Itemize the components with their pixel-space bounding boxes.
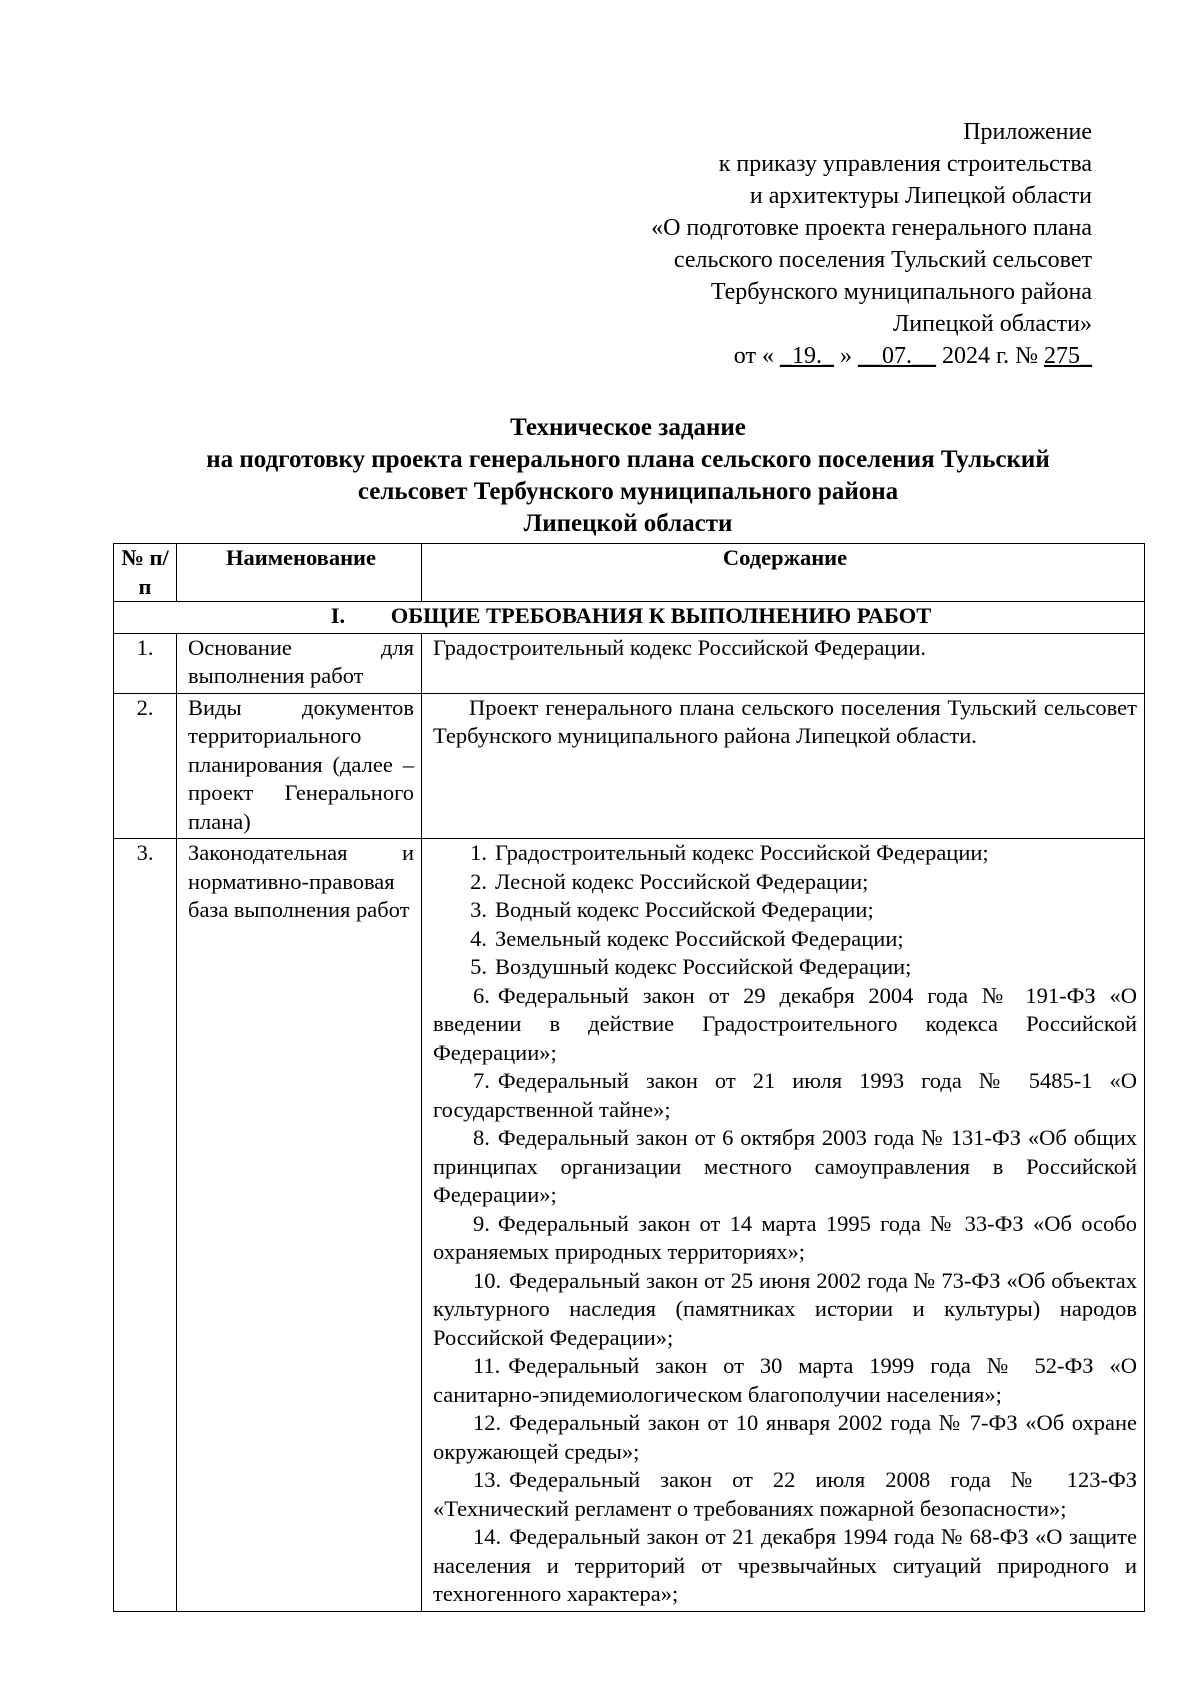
law-text: Водный кодекс Российской Федерации; bbox=[495, 897, 874, 922]
law-item bbox=[433, 1409, 1137, 1466]
order-day: _19._ bbox=[779, 343, 834, 369]
law-number: 4. bbox=[470, 925, 487, 951]
law-text: Федеральный закон от 30 марта 1999 года № 52-ФЗ «О санитарно-эпидемиологическом благополучии населения»; bbox=[433, 1353, 1137, 1407]
section-title bbox=[114, 602, 1145, 634]
law-number: 9. bbox=[473, 1210, 490, 1236]
table-header-row bbox=[114, 544, 1145, 602]
date-mid: » bbox=[839, 343, 852, 369]
law-number: 11. bbox=[473, 1353, 501, 1378]
appendix-line: и архитектуры Липецкой области bbox=[749, 183, 1092, 209]
law-item bbox=[433, 1466, 1137, 1523]
law-number: 3. bbox=[470, 897, 487, 922]
laws-list bbox=[433, 839, 1137, 1609]
title-line: на подготовку проекта генерального плана сельского поселения Тульский bbox=[206, 446, 1050, 473]
law-item bbox=[433, 896, 1137, 925]
row-num: 1. bbox=[114, 633, 177, 693]
row-content: Проект генерального плана сельского поселения Тульский сельсовет Тербунского муниципального района Липецкой области. bbox=[422, 693, 1145, 839]
row-name: Основание для выполнения работ bbox=[177, 633, 422, 693]
section-row bbox=[114, 602, 1145, 634]
appendix-block bbox=[651, 116, 1092, 372]
law-item bbox=[433, 839, 1137, 868]
law-item bbox=[433, 925, 1137, 954]
date-prefix: от « bbox=[733, 343, 774, 369]
appendix-line: сельского поселения Тульский сельсовет bbox=[673, 247, 1092, 273]
law-text: Градостроительный кодекс Российской Федерации; bbox=[495, 840, 989, 865]
law-number: 13. bbox=[473, 1467, 502, 1492]
law-number: 14. bbox=[473, 1524, 502, 1549]
header-num: № п/п bbox=[114, 544, 177, 602]
law-text: Лесной кодекс Российской Федерации; bbox=[495, 868, 869, 894]
law-text: Федеральный закон от 21 июля 1993 года № 5485-1 «О государственной тайне»; bbox=[433, 1068, 1137, 1122]
law-item bbox=[433, 868, 1137, 897]
appendix-line: Приложение bbox=[963, 119, 1092, 145]
law-number: 5. bbox=[470, 954, 487, 979]
row-num: 3. bbox=[114, 839, 177, 1612]
header-content: Содержание bbox=[422, 544, 1145, 602]
law-text: Федеральный закон от 21 декабря 1994 года № 68-ФЗ «О защите населения и территорий от чрезвычайных ситуаций природного и техногенного характера»; bbox=[433, 1524, 1137, 1606]
law-text: Федеральный закон от 6 октября 2003 года № 131-ФЗ «Об общих принципах организации местного самоуправления в Российской Федерации»; bbox=[433, 1125, 1137, 1207]
requirements-table bbox=[113, 543, 1145, 1612]
law-number: 8. bbox=[473, 1125, 490, 1150]
row-num: 2. bbox=[114, 693, 177, 839]
appendix-line: «О подготовке проекта генерального плана bbox=[651, 215, 1092, 241]
title-line: сельсовет Тербунского муниципального района bbox=[357, 478, 899, 505]
law-number: 7. bbox=[473, 1068, 490, 1093]
appendix-line: к приказу управления строительства bbox=[718, 151, 1092, 177]
row-name: Виды документов территориального планирования (далее – проект Генерального плана) bbox=[177, 693, 422, 839]
law-text: Федеральный закон от 10 января 2002 года № 7-ФЗ «Об охране окружающей среды»; bbox=[433, 1410, 1137, 1464]
row-name: Законодательная и нормативно-правовая база выполнения работ bbox=[177, 839, 422, 1612]
law-number: 2. bbox=[470, 868, 487, 894]
law-item bbox=[433, 1067, 1137, 1124]
table-row bbox=[114, 839, 1145, 1612]
law-text: Земельный кодекс Российской Федерации; bbox=[495, 925, 904, 951]
law-text: Федеральный закон от 25 июня 2002 года № 73-ФЗ «Об объектах культурного наследия (памятниках истории и культуры) народов Российской Федерации»; bbox=[433, 1267, 1137, 1350]
document-title bbox=[113, 412, 1143, 540]
order-number: 275_ bbox=[1044, 343, 1092, 369]
order-date-line bbox=[651, 340, 1092, 372]
law-item bbox=[433, 1124, 1137, 1210]
law-item bbox=[433, 953, 1137, 982]
law-item bbox=[433, 1267, 1137, 1353]
order-year: 2024 г. № bbox=[941, 343, 1038, 369]
table-row bbox=[114, 633, 1145, 693]
title-line: Техническое задание bbox=[510, 414, 746, 441]
row-content bbox=[422, 839, 1145, 1612]
law-text: Воздушный кодекс Российской Федерации; bbox=[495, 954, 912, 979]
law-item bbox=[433, 1210, 1137, 1267]
table-row bbox=[114, 693, 1145, 839]
header-name: Наименование bbox=[177, 544, 422, 602]
law-number: 6. bbox=[473, 982, 490, 1008]
law-number: 10. bbox=[473, 1267, 502, 1293]
law-number: 1. bbox=[470, 840, 487, 865]
law-text: Федеральный закон от 29 декабря 2004 года № 191-ФЗ «О введении в действие Градостроительного кодекса Российской Федерации»; bbox=[433, 982, 1137, 1065]
law-item bbox=[433, 1523, 1137, 1609]
law-text: Федеральный закон от 14 марта 1995 года № 33-ФЗ «Об особо охраняемых природных территориях»; bbox=[433, 1210, 1137, 1264]
law-text: Федеральный закон от 22 июля 2008 года № 123-ФЗ «Технический регламент о требованиях пожарной безопасности»; bbox=[433, 1467, 1137, 1521]
law-item bbox=[433, 982, 1137, 1068]
law-number: 12. bbox=[473, 1410, 502, 1435]
title-line: Липецкой области bbox=[523, 510, 733, 537]
section-label: ОБЩИЕ ТРЕБОВАНИЯ К ВЫПОЛНЕНИЮ РАБОТ bbox=[390, 603, 932, 628]
order-month: __07.__ bbox=[857, 343, 936, 369]
section-number: I. bbox=[330, 603, 346, 628]
appendix-line: Липецкой области» bbox=[893, 311, 1092, 337]
law-item bbox=[433, 1352, 1137, 1409]
row-content: Градостроительный кодекс Российской Федерации. bbox=[422, 633, 1145, 693]
appendix-line: Тербунского муниципального района bbox=[710, 279, 1092, 305]
